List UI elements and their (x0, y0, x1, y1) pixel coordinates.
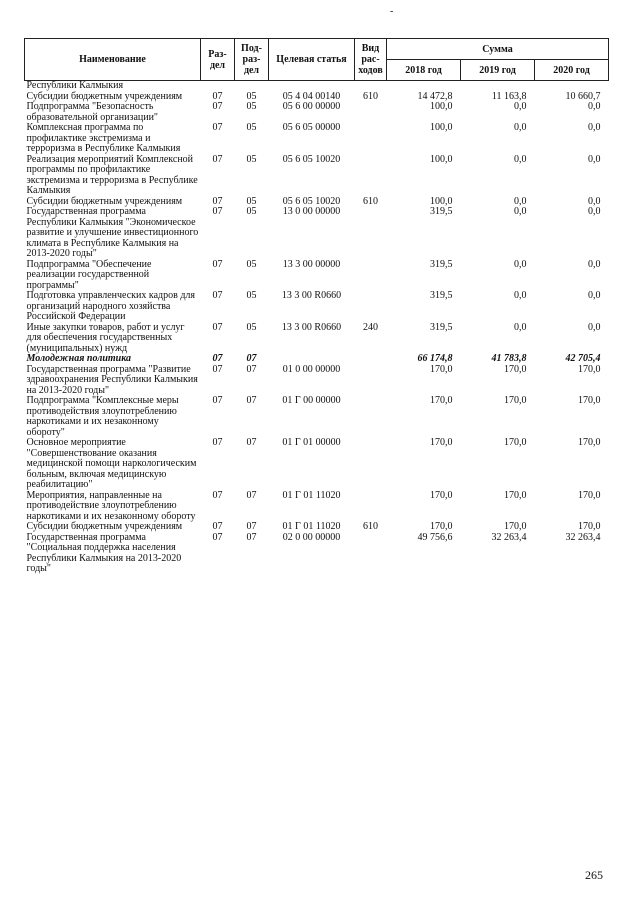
cell-razdel: 07 (212, 531, 223, 543)
cell-razdel: 07 (212, 153, 223, 165)
table-row (25, 155, 609, 197)
cell-podrazdel: 07 (246, 437, 257, 448)
cell-vid (355, 396, 387, 438)
top-mark: - (390, 6, 394, 17)
cell-s2020: 0,0 (588, 195, 601, 207)
cell-name: Субсидии бюджетным учреждениям (26, 90, 183, 102)
cell-s2019: 0,0 (514, 153, 527, 165)
cell-podrazdel: 05 (246, 321, 257, 333)
cell-name: Государственная программа Республики Калмыкия "Экономическое развитие и улучшение инвестиционного климата в Республике Калмыкия на 2013-2020 годы" (26, 206, 199, 259)
cell-name: Основное мероприятие "Совершенствование оказания медицинской помощи наркологическим больным, включая медицинскую реабилитацию" (26, 437, 197, 490)
cell-name: Подпрограмма "Безопасность образовательной организации" (26, 101, 159, 123)
header-2018: 2018 год (387, 60, 461, 81)
cell-razdel: 07 (212, 90, 223, 102)
cell-name: Субсидии бюджетным учреждениям (26, 521, 183, 532)
cell-razdel: 07 (212, 321, 223, 333)
cell-podrazdel: 05 (246, 122, 257, 133)
header-vid: Вид рас-ходов (355, 39, 387, 81)
header-razdel: Раз-дел (201, 39, 235, 81)
table-row (25, 291, 609, 323)
cell-vid (355, 533, 387, 575)
table-row (25, 123, 609, 155)
cell-razdel: 07 (212, 363, 223, 375)
header-2020: 2020 год (535, 60, 609, 81)
table-header (25, 39, 609, 81)
cell-s2018 (387, 81, 461, 92)
cell-s2020: 0,0 (588, 206, 601, 217)
cell-vid (355, 102, 387, 123)
cell-razdel (201, 81, 235, 92)
cell-vid (355, 207, 387, 260)
cell-podrazdel: 05 (246, 153, 257, 165)
cell-s2018: 66 174,8 (417, 353, 453, 364)
table-row (25, 533, 609, 575)
cell-vid (355, 438, 387, 491)
cell-vid (355, 81, 387, 92)
cell-s2019: 0,0 (514, 258, 527, 270)
cell-s2020: 170,0 (578, 521, 601, 532)
cell-s2020: 170,0 (578, 437, 601, 448)
table-row (25, 323, 609, 355)
cell-name: Субсидии бюджетным учреждениям (26, 195, 183, 207)
cell-s2018: 170,0 (430, 395, 453, 406)
cell-target: 05 6 05 00000 (282, 122, 341, 133)
cell-s2018: 170,0 (430, 521, 453, 532)
cell-target: 13 3 00 00000 (282, 258, 341, 270)
cell-vid: 610 (363, 195, 378, 207)
cell-name: Подпрограмма "Обеспечение реализации государственной программы" (26, 258, 152, 291)
cell-razdel: 07 (212, 206, 223, 217)
cell-target: 05 6 00 00000 (282, 101, 341, 112)
header-target: Целевая статья (269, 39, 355, 81)
cell-s2019: 41 783,8 (491, 353, 527, 364)
cell-vid (355, 123, 387, 155)
cell-s2019: 11 163,8 (491, 90, 527, 102)
cell-s2018: 319,5 (430, 258, 453, 270)
cell-s2018: 319,5 (430, 206, 453, 217)
header-2019: 2019 год (461, 60, 535, 81)
cell-name: Молодежная политика (26, 353, 132, 364)
cell-s2020: 170,0 (578, 395, 601, 406)
table-row (25, 81, 609, 92)
cell-podrazdel (235, 81, 269, 92)
cell-razdel: 07 (212, 122, 223, 133)
cell-s2019: 170,0 (504, 395, 527, 406)
cell-target: 13 3 00 R0660 (281, 321, 342, 333)
cell-name: Подпрограмма "Комплексные меры противодействия злоупотреблению наркотиками и их незаконному обороту" (26, 395, 179, 438)
cell-vid (355, 354, 387, 365)
cell-s2019 (461, 81, 535, 92)
cell-s2018: 100,0 (430, 153, 453, 165)
cell-s2019: 170,0 (504, 521, 527, 532)
cell-razdel: 07 (212, 521, 223, 532)
cell-s2019: 0,0 (514, 206, 527, 217)
cell-name: Реализация мероприятий Комплексной программы по профилактике экстремизма и терроризма в Республике Калмыкия (26, 153, 198, 196)
cell-s2020: 0,0 (588, 101, 601, 112)
cell-razdel: 07 (212, 101, 223, 112)
header-podrazdel: Под-раз-дел (235, 39, 269, 81)
cell-name: Государственная программа "Развитие здравоохранения Республики Калмыкия на 2013-2020 годы" (26, 363, 198, 396)
cell-target: 13 0 00 00000 (282, 206, 341, 217)
cell-s2020: 0,0 (588, 258, 601, 270)
cell-razdel: 07 (212, 395, 223, 406)
table-row (25, 396, 609, 438)
cell-target: 01 Г 01 11020 (282, 521, 341, 532)
cell-podrazdel: 07 (246, 531, 257, 543)
cell-razdel: 07 (212, 258, 223, 270)
cell-s2019: 0,0 (514, 122, 527, 133)
cell-target (269, 354, 355, 365)
cell-target: 05 4 04 00140 (282, 90, 341, 102)
cell-s2018: 170,0 (430, 489, 453, 501)
header-sum: Сумма (387, 39, 609, 60)
cell-podrazdel: 07 (246, 363, 257, 375)
cell-s2019: 32 263,4 (491, 531, 527, 543)
cell-vid (355, 291, 387, 323)
cell-s2019: 0,0 (514, 321, 527, 333)
cell-podrazdel: 05 (246, 90, 257, 102)
header-name: Наименование (25, 39, 201, 81)
cell-name: Иные закупки товаров, работ и услуг для обеспечения государственных (муниципальных) нужд (26, 321, 185, 354)
cell-s2019: 170,0 (504, 363, 527, 375)
cell-s2018: 100,0 (430, 122, 453, 133)
cell-s2018: 170,0 (430, 363, 453, 375)
cell-podrazdel: 05 (246, 195, 257, 207)
cell-razdel: 07 (212, 353, 223, 364)
cell-s2018: 170,0 (430, 437, 453, 448)
cell-podrazdel: 07 (246, 489, 257, 501)
cell-vid: 610 (363, 90, 378, 102)
cell-target: 01 Г 00 00000 (282, 395, 341, 406)
cell-s2019: 170,0 (504, 437, 527, 448)
cell-name: Комплексная программа по профилактике экстремизма и терроризма в Республике Калмыкия (26, 122, 181, 154)
table-row (25, 522, 609, 533)
cell-target: 01 Г 01 00000 (282, 437, 341, 448)
budget-table (24, 38, 609, 575)
cell-vid: 240 (363, 321, 378, 333)
cell-s2018: 49 756,6 (417, 531, 453, 543)
cell-s2020: 170,0 (578, 363, 601, 375)
cell-razdel: 07 (212, 290, 223, 301)
cell-razdel: 07 (212, 437, 223, 448)
cell-target: 01 0 00 00000 (282, 363, 341, 375)
cell-vid (355, 365, 387, 397)
cell-podrazdel: 05 (246, 258, 257, 270)
table-row (25, 354, 609, 365)
cell-vid (355, 155, 387, 197)
cell-s2018: 319,5 (430, 321, 453, 333)
table-row (25, 365, 609, 397)
table-row (25, 491, 609, 523)
cell-s2020: 0,0 (588, 321, 601, 333)
cell-target (269, 81, 355, 92)
cell-podrazdel: 05 (246, 290, 257, 301)
cell-vid (355, 260, 387, 292)
cell-s2018: 319,5 (430, 290, 453, 301)
cell-s2020: 170,0 (578, 489, 601, 501)
cell-s2020: 0,0 (588, 153, 601, 165)
cell-podrazdel: 05 (246, 206, 257, 217)
cell-podrazdel: 05 (246, 101, 257, 112)
cell-s2019: 170,0 (504, 489, 527, 501)
cell-target: 05 6 05 10020 (282, 153, 341, 165)
cell-vid: 610 (363, 521, 378, 532)
table-row (25, 102, 609, 123)
cell-podrazdel: 07 (246, 353, 257, 364)
cell-s2020: 10 660,7 (565, 90, 601, 102)
table-row (25, 207, 609, 260)
cell-s2020: 0,0 (588, 290, 601, 301)
cell-s2020: 42 705,4 (565, 353, 601, 364)
cell-s2020: 0,0 (588, 122, 601, 133)
cell-razdel: 07 (212, 195, 223, 207)
table-body (25, 81, 609, 575)
cell-vid (355, 491, 387, 523)
cell-name: Мероприятия, направленные на противодействие злоупотреблению наркотиками и их незаконному обороту (26, 489, 196, 522)
cell-s2020 (535, 81, 609, 92)
cell-s2018: 100,0 (430, 101, 453, 112)
cell-s2020: 32 263,4 (565, 531, 601, 543)
table-row (25, 260, 609, 292)
table-row (25, 438, 609, 491)
cell-target: 05 6 05 10020 (282, 195, 341, 207)
cell-s2018: 14 472,8 (417, 90, 453, 102)
cell-target: 02 0 00 00000 (282, 531, 341, 543)
cell-s2018: 100,0 (430, 195, 453, 207)
cell-podrazdel: 07 (246, 395, 257, 406)
cell-s2019: 0,0 (514, 290, 527, 301)
cell-razdel: 07 (212, 489, 223, 501)
cell-name: Подготовка управленческих кадров для организаций народного хозяйства Российской Федерации (26, 290, 196, 322)
cell-s2019: 0,0 (514, 195, 527, 207)
cell-podrazdel: 07 (246, 521, 257, 532)
cell-s2019: 0,0 (514, 101, 527, 112)
cell-name: Государственная программа "Социальная поддержка населения Республики Калмыкия на 2013-2020 годы" (26, 531, 182, 574)
cell-target: 01 Г 01 11020 (282, 489, 341, 501)
page-number: 265 (585, 868, 603, 882)
cell-target: 13 3 00 R0660 (281, 290, 342, 301)
cell-name: Республики Калмыкия (26, 80, 124, 91)
